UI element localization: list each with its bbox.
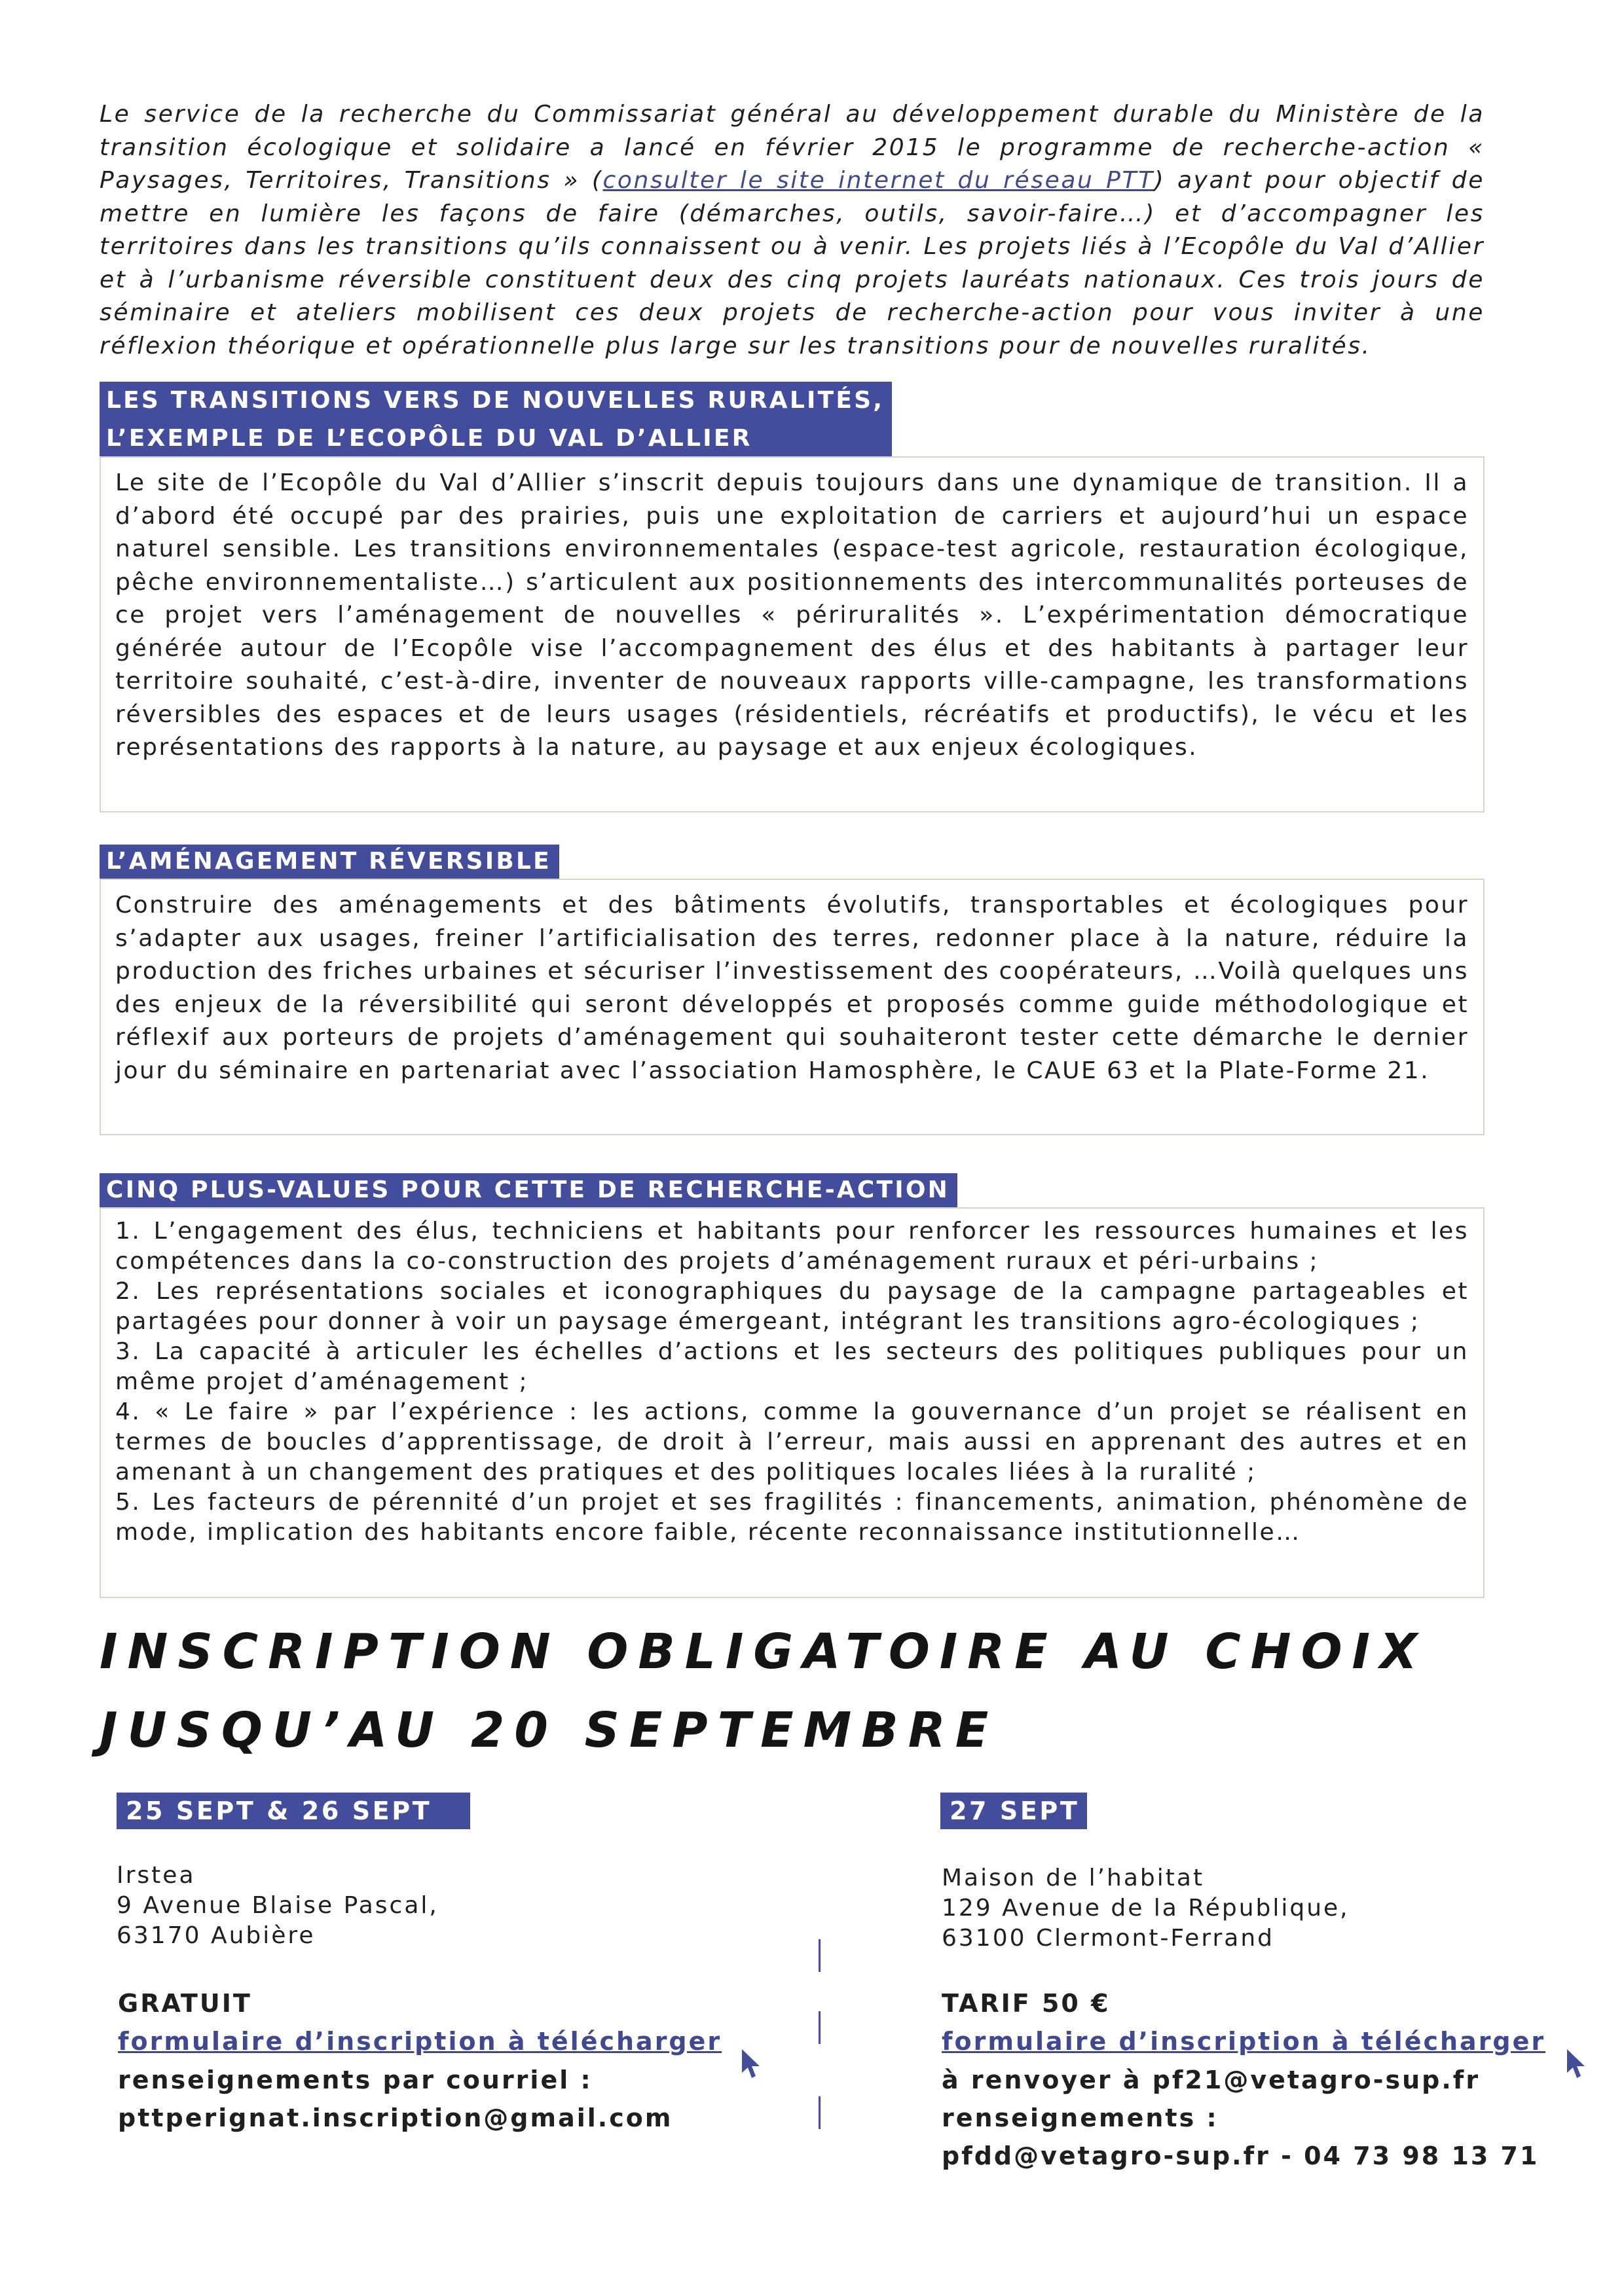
list-item: 2. Les représentations sociales et iconographiques du paysage de la campagne partageables et partagées pour donner à voir un paysage émergeant, intégrant les transitions agro-écologiques ; <box>115 1278 1469 1335</box>
section-title-reversible <box>100 845 559 879</box>
date-tag-25-26-sept: 25 SEPT & 26 SEPT <box>117 1793 470 1829</box>
column-divider-tick <box>819 1939 821 1972</box>
contact-details[interactable]: pfdd@vetagro-sup.fr - 04 73 98 13 71 <box>942 2141 1540 2170</box>
date-tag-27-sept: 27 SEPT <box>940 1793 1087 1829</box>
price-free: GRATUIT <box>118 1989 252 2018</box>
section-title-reversible-text: L’AMÉNAGEMENT RÉVERSIBLE <box>106 848 551 875</box>
list-item: 4. « Le faire » par l’expérience : les actions, comme la gouvernance d’un projet se réalisent en termes de boucles d’apprentissage, de droit à l’erreur, mais aussi en apprenant des autres et en amenant à un changement des pratiques et des politiques locales liées à la ruralité ; <box>115 1398 1469 1485</box>
cursor-arrow-icon <box>740 2048 762 2082</box>
price-tarif: TARIF 50 € <box>942 1989 1111 2018</box>
return-line[interactable]: à renvoyer à pf21@vetagro-sup.fr <box>942 2066 1481 2094</box>
section-title-line2: L’EXEMPLE DE L’ECOPÔLE DU VAL D’ALLIER <box>106 425 752 452</box>
download-form-link-right[interactable]: formulaire d’inscription à télécharger <box>942 2027 1546 2056</box>
contact-info-left <box>118 2061 673 2137</box>
registration-heading-line1: INSCRIPTION OBLIGATOIRE AU CHOIX <box>100 1624 1428 1680</box>
section-title-transitions <box>100 382 892 458</box>
list-item: 5. Les facteurs de pérennité d’un projet et ses fragilités : financements, animation, phénomène de mode, implication des habitants encore faible, récente reconnaissance institutionnelle… <box>115 1489 1469 1546</box>
section-title-plus-values <box>100 1173 957 1207</box>
download-form-link-left[interactable]: formulaire d’inscription à télécharger <box>118 2027 722 2056</box>
street: 129 Avenue de la République, <box>942 1895 1350 1922</box>
place-name: Maison de l’habitat <box>942 1865 1205 1891</box>
city: 63100 Clermont-Ferrand <box>942 1925 1275 1952</box>
column-divider-tick <box>819 2096 821 2129</box>
section-title-plus-values-text: CINQ PLUS-VALUES POUR CETTE DE RECHERCHE-ACTION <box>106 1176 950 1203</box>
address-maison-habitat <box>942 1863 1350 1954</box>
info-label: renseignements par courriel : <box>118 2066 593 2094</box>
list-item: 3. La capacité à articuler les échelles d’actions et les secteurs des politiques publiques pour un même projet d’aménagement ; <box>115 1338 1469 1395</box>
address-irstea <box>117 1861 439 1951</box>
info-label: renseignements : <box>942 2104 1219 2132</box>
street: 9 Avenue Blaise Pascal, <box>117 1892 439 1919</box>
cursor-arrow-icon <box>1565 2048 1587 2082</box>
intro-text-part2: ) ayant pour objectif de mettre en lumière les façons de faire (démarches, outils, savoir-faire…) et d’accompagner les territoires dans les transitions qu’ils connaissent ou à venir. Les projets liés à l’Ecopôle du Val d’Allier et à l’urbanisme réversible constituent deux des cinq projets lauréats nationaux. Ces trois jours de séminaire et ateliers mobilisent ces deux projets de recherche-action pour vous inviter à une réflexion théorique et opérationnelle plus large sur les transitions pour de nouvelles ruralités. <box>100 167 1485 359</box>
contact-info-right <box>942 2061 1539 2175</box>
intro-paragraph <box>100 98 1485 363</box>
column-divider-tick <box>819 2011 821 2044</box>
section-box-plus-values <box>100 1207 1485 1598</box>
list-item: 1. L’engagement des élus, techniciens et habitants pour renforcer les ressources humaines et les compétences dans la co-construction des projets d’aménagement ruraux et péri-urbains ; <box>115 1218 1469 1275</box>
section-box-transitions <box>100 456 1485 812</box>
section-body-reversible: Construire des aménagements et des bâtiments évolutifs, transportables et écologiques pour s’adapter aux usages, freiner l’artificialisation des terres, redonner place à la nature, réduire la production des friches urbaines et sécuriser l’investissement des coopérateurs, …Voilà quelques uns des enjeux de la réversibilité qui seront développés et proposés comme guide méthodologique et réflexif aux porteurs de projets d’aménagement qui souhaiteront tester cette démarche le dernier jour du séminaire en partenariat avec l’association Hamosphère, le CAUE 63 et la Plate-Forme 21. <box>115 892 1469 1084</box>
section-title-line1: LES TRANSITIONS VERS DE NOUVELLES RURALITÉS, <box>106 387 885 414</box>
place-name: Irstea <box>117 1862 196 1889</box>
city: 63170 Aubière <box>117 1922 316 1949</box>
contact-email[interactable]: pttperignat.inscription@gmail.com <box>118 2104 673 2132</box>
intro-text-part1: Le service de la recherche du Commissariat général au développement durable du Ministère de la transition écologique et solidaire a lancé en février 2015 le programme de recherche-action « Paysages, Territoires, Transitions » ( <box>100 101 1485 194</box>
section-body-transitions: Le site de l’Ecopôle du Val d’Allier s’inscrit depuis toujours dans une dynamique de transition. Il a d’abord été occupé par des prairies, puis une exploitation de carriers et aujourd’hui un espace naturel sensible. Les transitions environnementales (espace-test agricole, restauration écologique, pêche environnementaliste…) s’articulent aux positionnements des intercommunalités porteuses de ce projet vers l’aménagement de nouvelles « périruralités ». L’expérimentation démocratique générée autour de l’Ecopôle vise l’accompagnement des élus et des habitants à partager leur territoire souhaité, c’est-à-dire, inventer de nouveaux rapports ville-campagne, les transformations réversibles des espaces et de leurs usages (résidentiels, récréatifs et productifs), le vécu et les représentations des rapports à la nature, au paysage et aux enjeux écologiques. <box>115 469 1469 761</box>
ptt-network-link[interactable]: consulter le site internet du réseau PTT <box>602 167 1154 194</box>
registration-heading-line2: JUSQU’AU 20 SEPTEMBRE <box>100 1702 999 1758</box>
section-box-reversible <box>100 879 1485 1135</box>
